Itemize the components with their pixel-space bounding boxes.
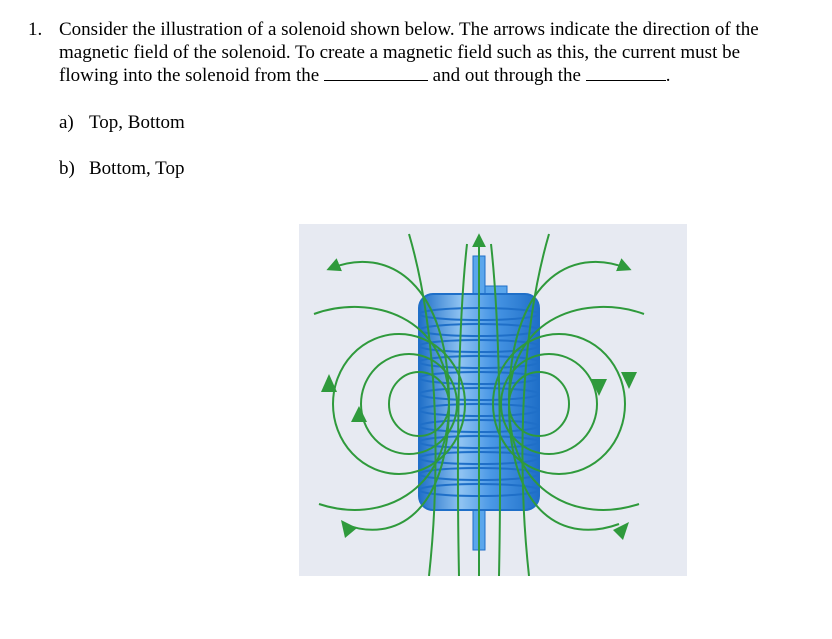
option-a-text: Top, Bottom [89, 112, 185, 133]
option-a-label: a) [59, 112, 74, 133]
option-a[interactable] [59, 111, 185, 134]
option-b-label: b) [59, 158, 75, 179]
question-text-part3: . [665, 65, 671, 86]
solenoid-figure [299, 224, 687, 576]
answer-blank-1 [324, 64, 428, 81]
option-b-text: Bottom, Top [89, 158, 185, 179]
answer-blank-2 [586, 64, 666, 81]
question-text-part2: and out through the [427, 65, 586, 86]
question-text [59, 18, 799, 87]
solenoid-diagram [299, 224, 687, 576]
question-text-part1: Consider the illustration of a solenoid shown below. The arrows indicate the direction of the magnetic field of the solenoid. To create a magnetic field such as this, the current must be flowing into the solenoid from the [59, 19, 759, 86]
option-b[interactable] [59, 157, 184, 180]
question-number: 1. [28, 19, 43, 40]
